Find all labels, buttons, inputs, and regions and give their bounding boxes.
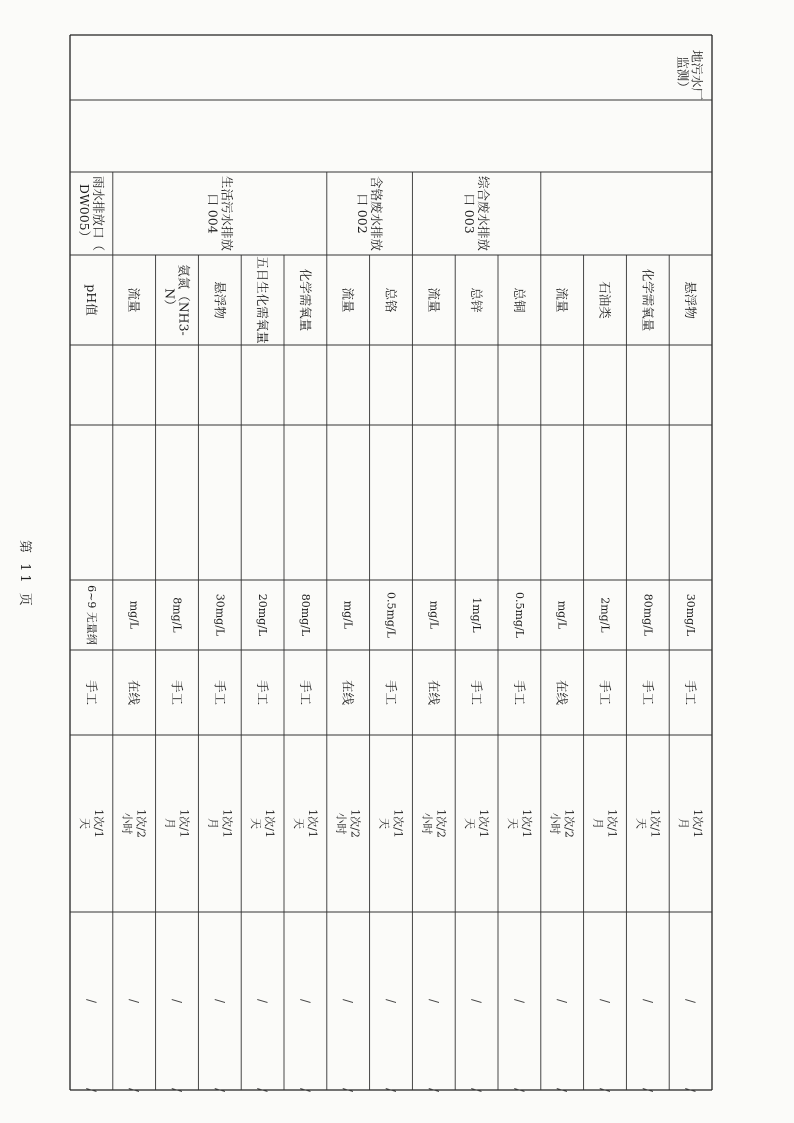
col-b-s3-r4-line: /: [127, 1087, 142, 1093]
freq-s0-r3-line: 小时: [548, 812, 562, 835]
top-header-fragment-line: 监测）: [675, 56, 691, 94]
freq-s3-r4: [121, 809, 149, 838]
col-b-s3-r1-line: /: [255, 1087, 270, 1093]
method-s1-r0: [512, 680, 527, 706]
freq-s3-r2-line: 月: [206, 818, 220, 829]
limit-s0-r1: [641, 594, 654, 637]
limit-s3-r0-line: 80mg/L: [298, 593, 312, 637]
col-b-s1-r1-line: /: [469, 1087, 484, 1093]
col-b-s3-r4: [127, 1088, 141, 1093]
method-s2-r0: [384, 680, 399, 706]
limit-s0-r3: [556, 601, 569, 630]
col-b-s0-r2: [598, 1088, 612, 1093]
limit-s1-r2: [427, 601, 440, 630]
freq-s0-r0-line: 1次/1: [691, 809, 705, 838]
col-b-s3-r2-line: /: [212, 1087, 227, 1093]
col-b-s3-r3-line: /: [170, 1087, 184, 1093]
limit-s1-r0-line: 0.5mg/L: [512, 592, 526, 638]
method-s3-r2: [212, 680, 227, 706]
col-b-s2-r1: [341, 1088, 355, 1093]
col-b-s0-r3-line: /: [555, 1087, 570, 1093]
param-s3-r1: [255, 256, 270, 344]
method-s4-r0-line: 手工: [83, 679, 99, 706]
col-b-s3-r3: [170, 1088, 184, 1093]
freq-s0-r3-line: 1次/2: [562, 809, 576, 838]
col-a-s3-r3-line: /: [170, 998, 184, 1004]
freq-s1-r2-line: 1次/2: [434, 809, 448, 838]
method-s3-r3-line: 手工: [169, 679, 185, 706]
method-s3-r4: [127, 680, 142, 706]
col-b-s3-r2: [213, 1088, 227, 1093]
freq-s3-r0: [292, 809, 320, 838]
freq-s2-r1-line: 小时: [334, 812, 348, 835]
param-s2-r0-line: 总铬: [383, 287, 399, 313]
method-s3-r0: [298, 680, 313, 706]
col-a-s3-r0: [298, 999, 312, 1004]
freq-s0-r2-line: 1次/1: [605, 809, 619, 838]
limit-s0-r3-line: mg/L: [555, 600, 569, 630]
section-name-2-line: 含铬废水排放: [369, 175, 385, 252]
col-a-s0-r3: [555, 999, 569, 1004]
col-a-s1-r1-line: /: [469, 998, 484, 1004]
table-grid-lines: [70, 35, 712, 1090]
limit-s3-r1-line: 20mg/L: [256, 593, 270, 637]
freq-s0-r0-line: 月: [677, 818, 691, 829]
freq-s0-r1-line: 1次/1: [648, 809, 662, 838]
freq-s3-r3-line: 月: [163, 818, 177, 829]
col-a-s3-r1: [256, 999, 270, 1004]
param-s4-r0: [84, 284, 99, 316]
col-a-s4-r0-line: /: [84, 998, 99, 1004]
section-name-3-line: 口 004: [205, 193, 221, 234]
method-s3-r3: [170, 680, 185, 706]
param-s4-r0-line: pH值: [83, 284, 99, 316]
limit-s3-r2: [213, 594, 226, 637]
limit-s2-r1-line: mg/L: [341, 600, 355, 630]
freq-s2-r0: [378, 809, 406, 838]
section-name-3: [205, 176, 234, 252]
limit-s2-r0: [385, 592, 398, 639]
col-b-s0-r3: [555, 1088, 569, 1093]
freq-s3-r1: [249, 809, 277, 838]
method-s0-r1: [640, 680, 655, 706]
col-a-s0-r2: [598, 999, 612, 1004]
col-b-s1-r1: [470, 1088, 484, 1093]
limit-s3-r2-line: 30mg/L: [213, 593, 227, 637]
param-s1-r2-line: 流量: [426, 287, 442, 313]
param-s0-r1: [640, 269, 655, 332]
freq-s0-r0: [677, 809, 705, 838]
param-s3-r2: [212, 281, 227, 319]
method-s3-r4-line: 在线: [126, 679, 142, 706]
freq-s3-r4-line: 1次/2: [134, 809, 148, 838]
col-a-s2-r0-line: /: [384, 998, 398, 1004]
col-b-s0-r1: [641, 1088, 655, 1093]
col-b-s4-r0-line: /: [84, 1087, 99, 1093]
method-s3-r1-line: 手工: [255, 679, 271, 706]
col-a-s0-r3-line: /: [555, 998, 570, 1004]
method-s3-r2-line: 手工: [212, 679, 228, 706]
freq-s3-r2: [206, 809, 234, 838]
method-s1-r2-line: 在线: [426, 679, 442, 706]
col-a-s3-r2: [213, 999, 227, 1004]
section-name-4-line: DW005）: [76, 183, 92, 244]
col-b-s0-r2-line: /: [598, 1087, 612, 1093]
section-name-4: [77, 176, 106, 251]
param-s1-r1-line: 总锌: [469, 287, 485, 313]
col-a-s2-r1: [341, 999, 355, 1004]
freq-s0-r2: [592, 809, 620, 838]
freq-s1-r1: [463, 809, 491, 838]
col-a-s1-r0-line: /: [512, 998, 527, 1004]
col-b-s0-r1-line: /: [640, 1087, 655, 1093]
limit-s2-r0-line: 0.5mg/L: [384, 592, 398, 638]
param-s2-r0: [384, 287, 399, 313]
col-b-s4-r0: [84, 1088, 98, 1093]
param-s0-r3-line: 流量: [554, 287, 570, 313]
limit-s1-r2-line: mg/L: [427, 600, 441, 630]
col-b-s3-r1: [256, 1088, 270, 1093]
param-s3-r0-line: 化学需氧量: [297, 268, 313, 332]
freq-s3-r0-line: 1次/1: [305, 809, 319, 838]
param-s0-r1-line: 化学需氧量: [640, 268, 656, 332]
col-b-s1-r0-line: /: [512, 1087, 527, 1093]
freq-s0-r3: [549, 809, 577, 838]
freq-s1-r0-line: 天: [505, 818, 519, 829]
table-cells: [77, 50, 705, 1093]
col-a-s1-r1: [470, 999, 484, 1004]
col-a-s3-r3: [170, 999, 184, 1004]
limit-s1-r1-line: 1mg/L: [470, 597, 484, 633]
freq-s4-r0-line: 1次/1: [91, 809, 105, 838]
section-name-1-line: 口 003: [462, 193, 478, 234]
section-name-2: [355, 176, 384, 252]
freq-s3-r3: [164, 809, 192, 838]
section-name-2-line: 口 002: [355, 193, 371, 234]
limit-s0-r0-line: 30mg/L: [684, 593, 698, 637]
limit-s1-r1: [470, 597, 483, 633]
col-b-s3-r0-line: /: [298, 1087, 313, 1093]
method-s2-r1-line: 在线: [340, 679, 356, 706]
limit-s4-r0-line: 6~9 无量纲: [84, 585, 98, 645]
method-s1-r1-line: 手工: [469, 679, 485, 706]
method-s4-r0: [84, 680, 99, 706]
col-a-s3-r0-line: /: [298, 998, 313, 1004]
method-s2-r0-line: 手工: [383, 679, 399, 706]
col-b-s2-r0-line: /: [384, 1087, 398, 1093]
method-s1-r0-line: 手工: [511, 679, 527, 706]
col-b-s3-r0: [298, 1088, 312, 1093]
limit-s3-r3: [171, 597, 184, 633]
param-s3-r3-line: 氨氮（NH3-: [176, 264, 192, 336]
col-a-s3-r1-line: /: [255, 998, 270, 1004]
limit-s0-r2-line: 2mg/L: [598, 597, 612, 633]
col-a-s0-r0: [684, 999, 698, 1004]
freq-s1-r0: [506, 809, 534, 838]
section-name-3-line: 生活污水排放: [219, 175, 235, 252]
freq-s2-r0-line: 天: [377, 818, 391, 829]
col-b-s1-r0: [512, 1088, 526, 1093]
limit-s2-r1: [342, 601, 355, 630]
freq-s3-r3-line: 1次/1: [177, 809, 191, 838]
freq-s0-r1-line: 天: [634, 818, 648, 829]
col-a-s0-r2-line: /: [598, 998, 612, 1004]
freq-s1-r2-line: 小时: [420, 812, 434, 835]
param-s0-r3: [555, 287, 570, 312]
param-s1-r0: [512, 287, 527, 313]
method-s2-r1: [341, 680, 356, 706]
limit-s1-r0: [513, 592, 526, 639]
param-s1-r0-line: 总铜: [511, 287, 527, 313]
param-s3-r3-line: N）: [162, 288, 178, 312]
col-a-s1-r2-line: /: [426, 998, 441, 1004]
limit-s3-r4-line: mg/L: [127, 600, 141, 630]
freq-s3-r2-line: 1次/1: [220, 809, 234, 838]
method-s0-r3: [555, 680, 570, 706]
page-number: 第 11 页: [17, 540, 32, 609]
method-s0-r2-line: 手工: [597, 679, 613, 706]
param-s0-r0-line: 悬浮物: [683, 281, 699, 319]
param-s3-r2-line: 悬浮物: [212, 281, 228, 319]
col-b-s1-r2-line: /: [426, 1087, 441, 1093]
top-header-fragment: [676, 50, 705, 100]
col-a-s1-r0: [512, 999, 526, 1004]
col-a-s0-r1-line: /: [640, 998, 655, 1004]
col-b-s2-r1-line: /: [341, 1087, 356, 1093]
freq-s1-r2: [420, 809, 448, 838]
param-s1-r2: [426, 287, 441, 312]
param-s0-r2-line: 石油类: [597, 281, 613, 319]
method-s0-r1-line: 手工: [640, 679, 656, 706]
col-a-s2-r0: [384, 999, 398, 1004]
freq-s2-r0-line: 1次/1: [391, 809, 405, 838]
limit-s4-r0: [85, 585, 98, 645]
freq-s1-r1-line: 天: [463, 818, 477, 829]
section-name-4-line: 雨水排放口（: [90, 175, 106, 252]
param-s1-r1: [469, 287, 484, 313]
freq-s1-r0-line: 1次/1: [519, 809, 533, 838]
freq-s3-r1-line: 1次/1: [263, 809, 277, 838]
method-s0-r0: [683, 680, 698, 706]
freq-s2-r1: [335, 809, 363, 838]
col-a-s3-r4: [127, 999, 141, 1004]
col-a-s0-r1: [641, 999, 655, 1004]
freq-s3-r0-line: 天: [291, 818, 305, 829]
freq-s3-r1-line: 天: [249, 818, 263, 829]
top-header-fragment-line: 地污水厂: [689, 49, 705, 101]
method-s1-r1: [469, 680, 484, 706]
col-a-s2-r1-line: /: [341, 998, 356, 1004]
freq-s3-r4-line: 小时: [120, 812, 134, 835]
freq-s2-r1-line: 1次/2: [348, 809, 362, 838]
method-s0-r0-line: 手工: [683, 679, 699, 706]
param-s3-r0: [298, 269, 313, 332]
limit-s3-r1: [256, 594, 269, 637]
col-a-s1-r2: [427, 999, 441, 1004]
col-b-s0-r0-line: /: [683, 1087, 698, 1093]
limit-s3-r3-line: 8mg/L: [170, 597, 184, 633]
limit-s3-r0: [299, 594, 312, 637]
freq-s4-r0-line: 天: [77, 818, 91, 829]
param-s3-r4: [127, 287, 142, 312]
section-name-1-line: 综合废水排放: [476, 175, 492, 252]
param-s0-r0: [683, 281, 698, 319]
param-s2-r1-line: 流量: [340, 287, 356, 313]
section-name-1: [462, 176, 491, 252]
param-s0-r2: [598, 281, 613, 319]
limit-s0-r2: [599, 597, 612, 633]
col-a-s4-r0: [84, 999, 98, 1004]
freq-s4-r0: [78, 809, 106, 838]
param-s3-r1-line: 五日生化需氧量: [255, 256, 271, 344]
param-s3-r3: [163, 264, 192, 336]
method-s0-r2: [598, 680, 613, 706]
param-s3-r4-line: 流量: [126, 287, 142, 313]
method-s3-r1: [255, 680, 270, 706]
limit-s3-r4: [128, 601, 141, 630]
col-a-s0-r0-line: /: [683, 998, 698, 1004]
method-s0-r3-line: 在线: [554, 679, 570, 706]
col-b-s2-r0: [384, 1088, 398, 1093]
col-b-s0-r0: [684, 1088, 698, 1093]
col-b-s1-r2: [427, 1088, 441, 1093]
method-s1-r2: [426, 680, 441, 706]
col-a-s3-r4-line: /: [127, 998, 142, 1004]
freq-s0-r2-line: 月: [591, 818, 605, 829]
method-s3-r0-line: 手工: [297, 679, 313, 706]
param-s2-r1: [341, 287, 356, 312]
limit-s0-r0: [684, 594, 697, 637]
freq-s1-r1-line: 1次/1: [477, 809, 491, 838]
col-a-s3-r2-line: /: [212, 998, 227, 1004]
limit-s0-r1-line: 80mg/L: [641, 593, 655, 637]
freq-s0-r1: [634, 809, 662, 838]
